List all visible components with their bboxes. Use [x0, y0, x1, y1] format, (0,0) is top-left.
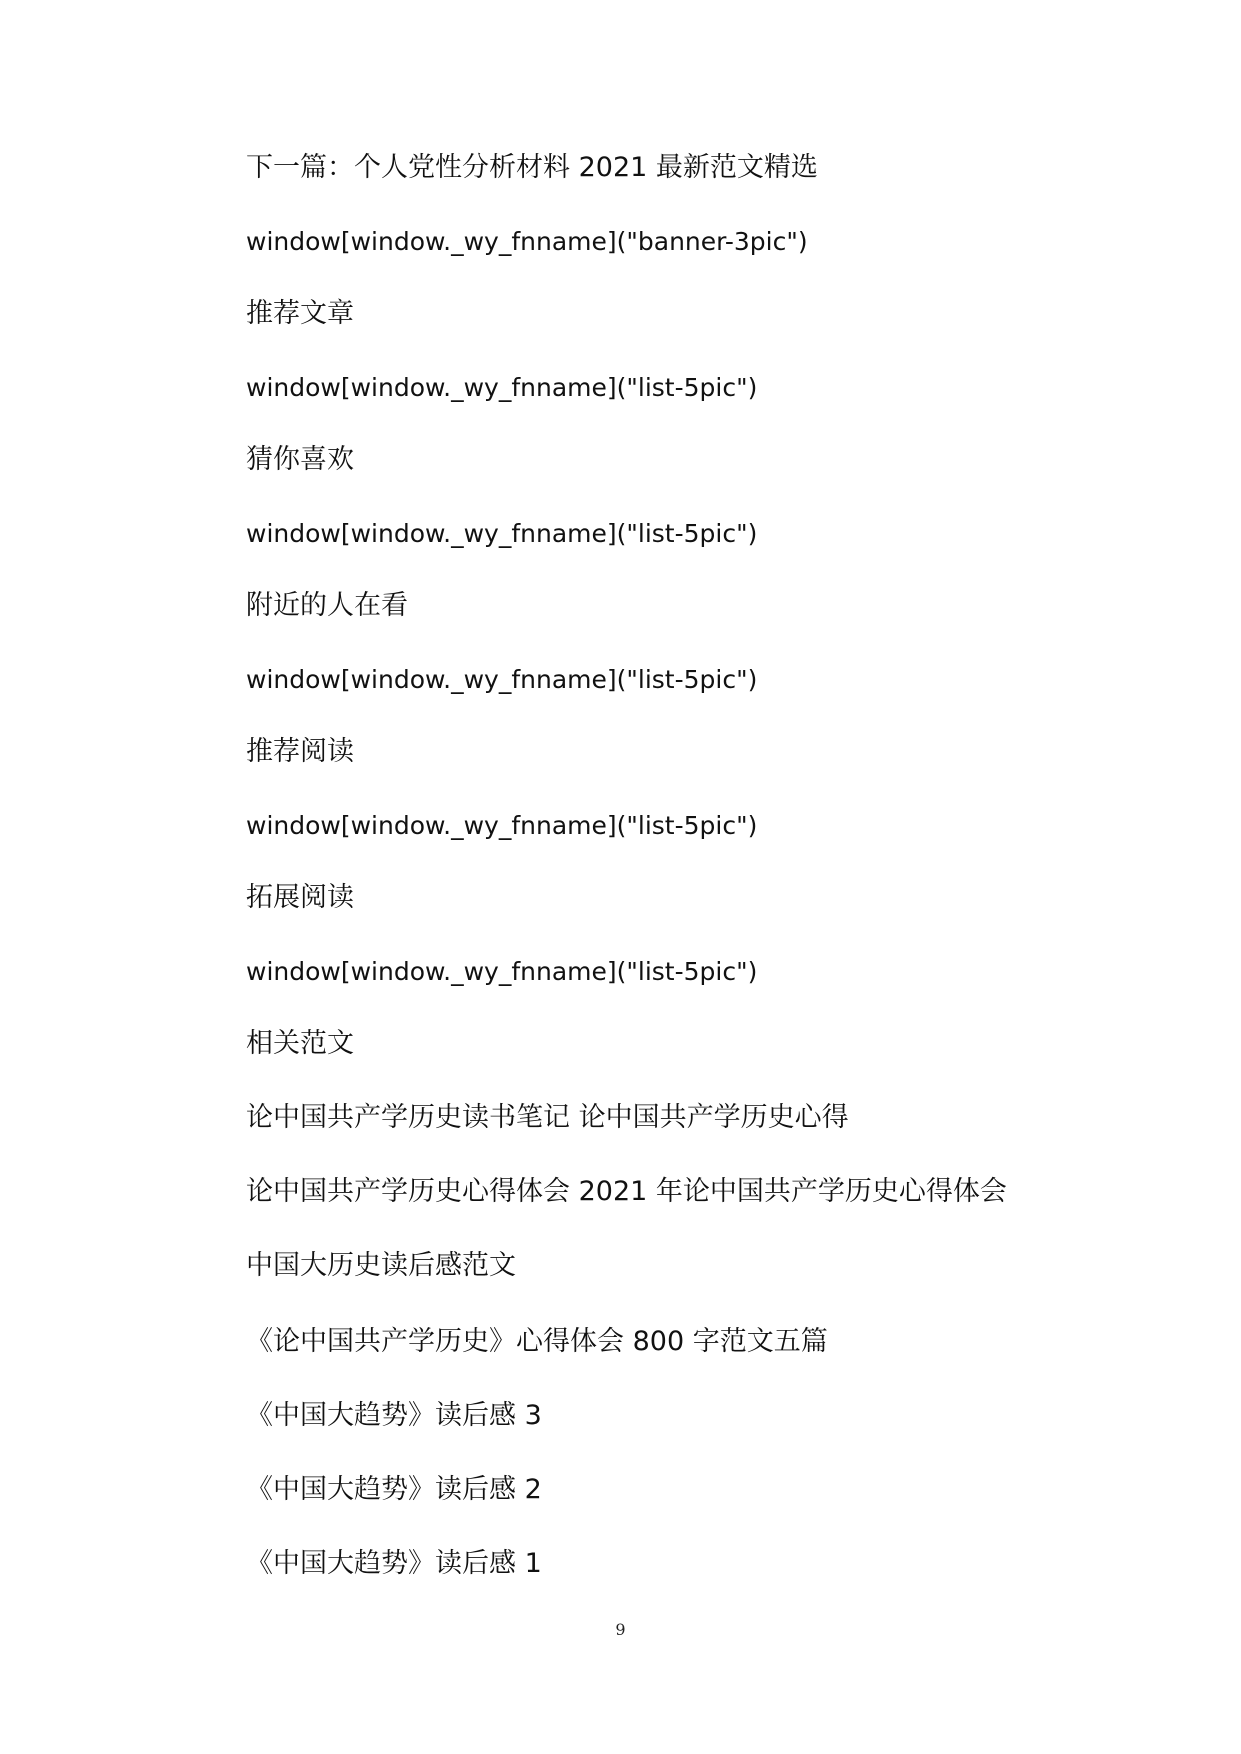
script-placeholder-line: window[window._wy_fnname]("list-5pic") [246, 519, 758, 548]
page-number: 9 [615, 1620, 626, 1639]
related-essay-link[interactable]: 论中国共产学历史读书笔记 论中国共产学历史心得 [246, 1102, 849, 1133]
script-placeholder-line: window[window._wy_fnname]("list-5pic") [246, 665, 758, 694]
section-heading-nearby-viewing: 附近的人在看 [246, 590, 408, 621]
section-heading-extended-reading: 拓展阅读 [246, 882, 354, 913]
related-essay-link[interactable]: 论中国共产学历史心得体会 2021 年论中国共产学历史心得体会 [246, 1176, 1007, 1207]
related-essay-link[interactable]: 中国大历史读后感范文 [246, 1250, 516, 1281]
related-essay-link[interactable]: 《论中国共产学历史》心得体会 800 字范文五篇 [246, 1326, 828, 1357]
section-heading-recommended-articles: 推荐文章 [246, 298, 354, 329]
section-heading-recommended-reading: 推荐阅读 [246, 736, 354, 767]
script-placeholder-line: window[window._wy_fnname]("list-5pic") [246, 373, 758, 402]
next-article-link[interactable]: 下一篇：个人党性分析材料 2021 最新范文精选 [246, 152, 818, 183]
section-heading-you-may-like: 猜你喜欢 [246, 444, 354, 475]
script-placeholder-line: window[window._wy_fnname]("banner-3pic") [246, 227, 808, 256]
related-essay-link[interactable]: 《中国大趋势》读后感 3 [246, 1400, 542, 1431]
section-heading-related-essays: 相关范文 [246, 1028, 354, 1059]
related-essay-link[interactable]: 《中国大趋势》读后感 1 [246, 1548, 542, 1579]
related-essay-link[interactable]: 《中国大趋势》读后感 2 [246, 1474, 542, 1505]
script-placeholder-line: window[window._wy_fnname]("list-5pic") [246, 811, 758, 840]
script-placeholder-line: window[window._wy_fnname]("list-5pic") [246, 957, 758, 986]
